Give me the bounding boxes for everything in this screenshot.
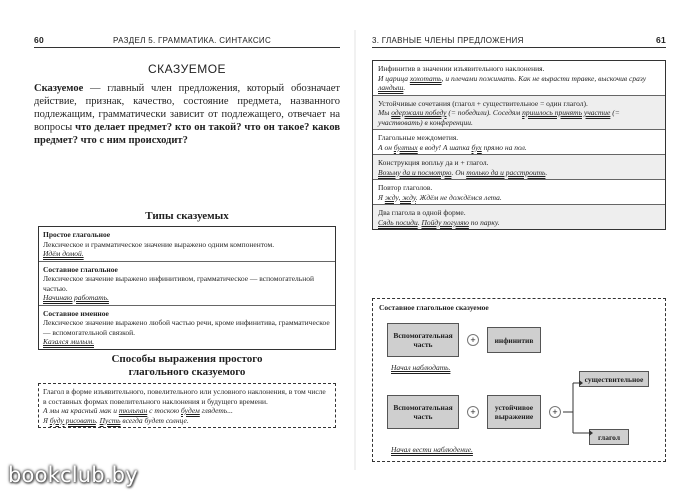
form-text: Глагольные междометия. bbox=[378, 133, 459, 142]
form-example-predicate: бух bbox=[471, 142, 482, 152]
form-example-part: по парку. bbox=[468, 217, 500, 227]
predicate-diagram bbox=[372, 298, 666, 462]
type-title: Простое глагольное bbox=[43, 230, 111, 239]
aux-part-box: Вспомогательная часть bbox=[387, 395, 459, 429]
aux-part-box: Вспомогательная часть bbox=[387, 323, 459, 357]
form-row bbox=[373, 155, 665, 180]
form-example-part: (= участвовать) в конференции. bbox=[378, 108, 620, 127]
watermark-logo: bookclub.by bbox=[8, 463, 138, 487]
right-page-number: 61 bbox=[655, 35, 666, 45]
form-example-part: И царица bbox=[378, 73, 410, 83]
form-row bbox=[373, 180, 665, 205]
ways-example-2-predicate: Пусть bbox=[99, 415, 121, 425]
book-gutter bbox=[354, 30, 356, 470]
form-example-part: . Он bbox=[451, 167, 467, 177]
form-example-predicate: Сядь посиди bbox=[378, 217, 418, 227]
noun-box: существительное bbox=[579, 371, 649, 387]
caption-2-text: Начал вести наблюдение. bbox=[391, 445, 473, 454]
form-example-part: А он bbox=[378, 142, 394, 152]
left-page bbox=[34, 35, 341, 460]
ways-example-1-predicate: будем bbox=[181, 406, 200, 415]
ways-heading-line-1: Способы выражения простого bbox=[111, 353, 263, 365]
plus-sign: + bbox=[549, 406, 561, 418]
form-example-part: . bbox=[545, 167, 548, 177]
form-example-part: , и плечами пожимать. Как не вырасти травке, выскочив сразу bbox=[441, 73, 647, 83]
ways-content bbox=[39, 384, 335, 427]
ways-heading bbox=[34, 353, 340, 379]
form-text: Конструкция вопльу да и + глагол. bbox=[378, 158, 489, 167]
ways-example-2-part: всегда будет солнце. bbox=[120, 415, 189, 425]
form-example bbox=[378, 168, 660, 178]
ways-example-2-part: Я bbox=[43, 415, 50, 425]
form-example-predicate: Возьму да и посмотрю bbox=[378, 167, 452, 177]
form-row bbox=[373, 130, 665, 155]
diagram-title: Составное глагольное сказуемое bbox=[379, 303, 489, 312]
form-row bbox=[373, 61, 665, 96]
right-page bbox=[372, 35, 666, 460]
form-text: Инфинитив в значении изъявительного наклонения. bbox=[378, 64, 545, 73]
definition-body: — главный член предложения, который обозначает действие, признак, качество, состояние предмета, названного подлежащим, грамматически зависит от подлежащего, отвечает на вопросы bbox=[34, 83, 340, 133]
form-example-part: Я bbox=[378, 192, 385, 202]
section-title: СКАЗУЕМОЕ bbox=[147, 62, 227, 76]
right-running-title: 3. ГЛАВНЫЕ ЧЛЕНЫ ПРЕДЛОЖЕНИЯ bbox=[372, 36, 524, 45]
left-running-head bbox=[34, 34, 340, 48]
form-text: Два глагола в одной форме. bbox=[378, 208, 466, 217]
form-text: Устойчивые сочетания (глагол + существительное = один глагол). bbox=[378, 98, 588, 108]
types-table bbox=[38, 226, 336, 350]
plus-sign: + bbox=[467, 334, 479, 346]
definition-paragraph bbox=[34, 82, 340, 147]
type-text: Лексическое и грамматическое значение выражено одним компонентом. bbox=[43, 239, 275, 249]
form-example-predicate: только да и расстроить bbox=[466, 167, 546, 177]
diagram-caption-1 bbox=[391, 363, 450, 372]
ways-example-1-part: глядеть... bbox=[199, 406, 233, 415]
form-example-part: . bbox=[417, 217, 422, 227]
form-example bbox=[378, 218, 660, 228]
type-title: Составное именное bbox=[43, 308, 109, 318]
type-title: Составное глагольное bbox=[43, 264, 118, 274]
ways-example-1-part: А мы на красный мак и bbox=[43, 406, 119, 415]
form-example-predicate: хохотать bbox=[409, 73, 442, 83]
form-example-predicate: Пойду погуляю bbox=[421, 217, 469, 227]
ways-example-1-part: с тоскою bbox=[147, 406, 181, 415]
form-example-predicate: одержали победу bbox=[391, 108, 447, 117]
form-example-part: в воду! А шапка bbox=[417, 142, 472, 152]
ways-example-2 bbox=[43, 416, 331, 426]
form-row bbox=[373, 205, 665, 229]
form-example-predicate: бултых bbox=[393, 142, 418, 152]
form-example-part: Мы bbox=[378, 108, 392, 117]
right-running-head bbox=[372, 34, 666, 48]
left-page-number: 60 bbox=[34, 35, 45, 45]
types-heading: Типы сказуемых bbox=[145, 210, 229, 222]
form-example-predicate: пришлось принять участие bbox=[522, 108, 611, 117]
form-example-part: . Ждём не дождёмся лета. bbox=[415, 192, 502, 202]
type-text: Лексическое значение выражено инфинитивом, грамматическое — вспомогательной частью. bbox=[43, 274, 314, 293]
type-row bbox=[39, 227, 335, 262]
ways-example-2-part: . bbox=[95, 415, 100, 425]
form-example-part: . bbox=[403, 83, 406, 92]
diagram-caption-2 bbox=[391, 445, 473, 454]
verb-box: глагол bbox=[589, 429, 629, 445]
ways-box bbox=[38, 383, 336, 428]
predicate-forms-table bbox=[372, 60, 666, 230]
type-example: Идём домой. bbox=[43, 249, 84, 258]
type-example: Начинаю работать. bbox=[43, 293, 109, 302]
form-row bbox=[373, 96, 665, 131]
ways-heading-line-2: глагольного сказуемого bbox=[128, 366, 246, 378]
ways-example-1-predicate: тюльпан bbox=[118, 406, 148, 415]
left-running-title: РАЗДЕЛ 5. ГРАММАТИКА. СИНТАКСИС bbox=[113, 36, 272, 45]
definition-questions: что делает предмет? кто он такой? что он такое? каков предмет? что с ним происходит? bbox=[34, 122, 341, 146]
branch-arrows bbox=[559, 375, 599, 439]
plus-sign: + bbox=[467, 406, 479, 418]
form-example bbox=[378, 193, 660, 203]
type-row bbox=[39, 262, 335, 306]
type-text: Лексическое значение выражено любой частью речи, кроме инфинитива, грамматическое — вспомогательной связкой. bbox=[43, 318, 330, 337]
ways-example-2-predicate: буду рисовать bbox=[49, 415, 96, 425]
form-example-part: прямо на пол. bbox=[481, 142, 527, 152]
type-row bbox=[39, 306, 335, 349]
form-example-predicate: ландыш bbox=[378, 83, 404, 92]
form-example bbox=[378, 74, 660, 93]
ways-example-1 bbox=[43, 406, 331, 416]
fixed-expression-box: устойчивое выражение bbox=[487, 395, 541, 429]
form-example-part: (= победили). Соседям bbox=[446, 108, 523, 117]
infinitive-box: инфинитив bbox=[487, 327, 541, 353]
type-example: Казался милым. bbox=[43, 337, 95, 346]
caption-1-text: Начал наблюдать. bbox=[391, 363, 451, 372]
form-text: Повтор глаголов. bbox=[378, 183, 433, 192]
form-example bbox=[378, 108, 660, 127]
form-example bbox=[378, 143, 660, 153]
definition-term: Сказуемое bbox=[34, 83, 84, 94]
form-example-predicate: жду, жду bbox=[384, 192, 416, 202]
ways-text: Глагол в форме изъявительного, повелительного или условного наклонения, в том числе в составных формах повелительного наклонения и будущего времени. bbox=[43, 387, 326, 406]
